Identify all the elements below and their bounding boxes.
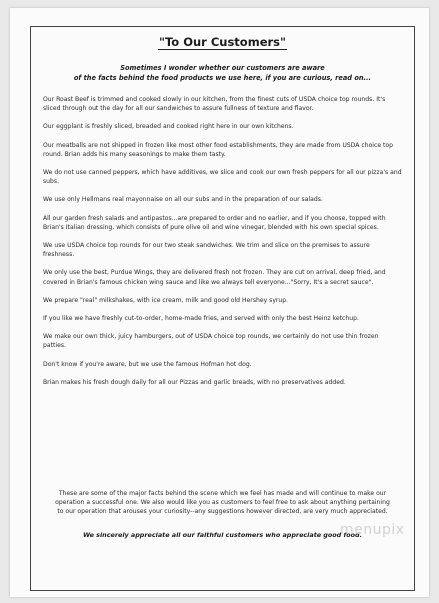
fact-paragraph-eggplant: Our eggplant is freshly sliced, breaded and cooked right here in our own kitchens.	[43, 123, 294, 131]
fact-paragraph-steak: We use USDA choice top rounds for our two steak sandwiches. We trim and slice on the premises to assure freshness.	[43, 242, 370, 259]
fact-paragraph-mayonnaise: We use only Hellmans real mayonnaise on all our subs and in the preparation of our salads.	[43, 196, 323, 204]
fact-paragraph-hot-dog: Don't know if you're aware, but we use the famous Hofman hot dog.	[43, 360, 252, 368]
document-title	[31, 35, 414, 49]
watermark-logo: menupix	[340, 522, 405, 538]
fact-paragraph-hamburgers: We make our own thick, juicy hamburgers, out of USDA choice top rounds, we certainly do not use thin frozen patties.	[43, 333, 379, 350]
appreciation-line: We sincerely appreciate all our faithful customers who appreciate good food.	[82, 531, 363, 539]
document-page	[10, 8, 429, 597]
intro-line-1: Sometimes I wonder whether our customers are aware	[120, 64, 325, 72]
fact-paragraph-milkshakes: We prepare "real" milkshakes, with ice cream, milk and good old Hershey syrup.	[43, 296, 289, 304]
fact-paragraph-dough: Brian makes his fresh dough daily for all our Pizzas and garlic breads, with no preservatives added.	[43, 378, 346, 386]
fact-paragraph-roast-beef: Our Roast Beef is trimmed and cooked slowly in our kitchen, from the finest cuts of USDA choice top rounds. It's sliced through out the day for all our sandwiches to assure fullness of texture and flavor.	[43, 96, 386, 113]
facts-list	[43, 95, 402, 396]
closing-text	[53, 489, 392, 517]
document-frame	[30, 26, 415, 591]
fact-paragraph-peppers: We do not use canned peppers, which have additives, we slice and cook our own fresh peppers for all our pizza's and subs.	[43, 169, 402, 186]
closing-paragraph: These are some of the major facts behind the scene which we feel has made and will continue to make our operation a successful one. We also would like you as customers to feel free to ask about anything pertaining to our operation that arouses your curiosity--any suggestions however directed, are very much appreciated.	[55, 490, 390, 516]
intro-line-2: of the facts behind the food products we use here, if you are curious, read on...	[73, 74, 372, 82]
fact-paragraph-wings: We only use the best, Purdue Wings, they are delivered fresh not frozen. They are cut on arrival, deep fried, and covered in Brian's famous chicken wing sauce and like we always tell everyone..."Sorry, It's a secret sauce".	[43, 269, 386, 286]
fact-paragraph-salads: All our garden fresh salads and antipastos...are prepared to order and no earlier, and if you choose, topped with Brian's Italian dressing, which consists of pure olive oil and wine vinegar, blended with his own special spices.	[43, 214, 386, 231]
title-text: "To Our Customers"	[158, 35, 286, 49]
intro-text	[51, 63, 394, 83]
fact-paragraph-meatballs: Our meatballs are not shipped in frozen like most other food establishments, they are made from USDA choice top round. Brian adds his many seasonings to make them tasty.	[43, 141, 394, 158]
fact-paragraph-fries: If you like we have freshly cut-to-order, home-made fries, and served with only the best Heinz ketchup.	[43, 315, 359, 323]
